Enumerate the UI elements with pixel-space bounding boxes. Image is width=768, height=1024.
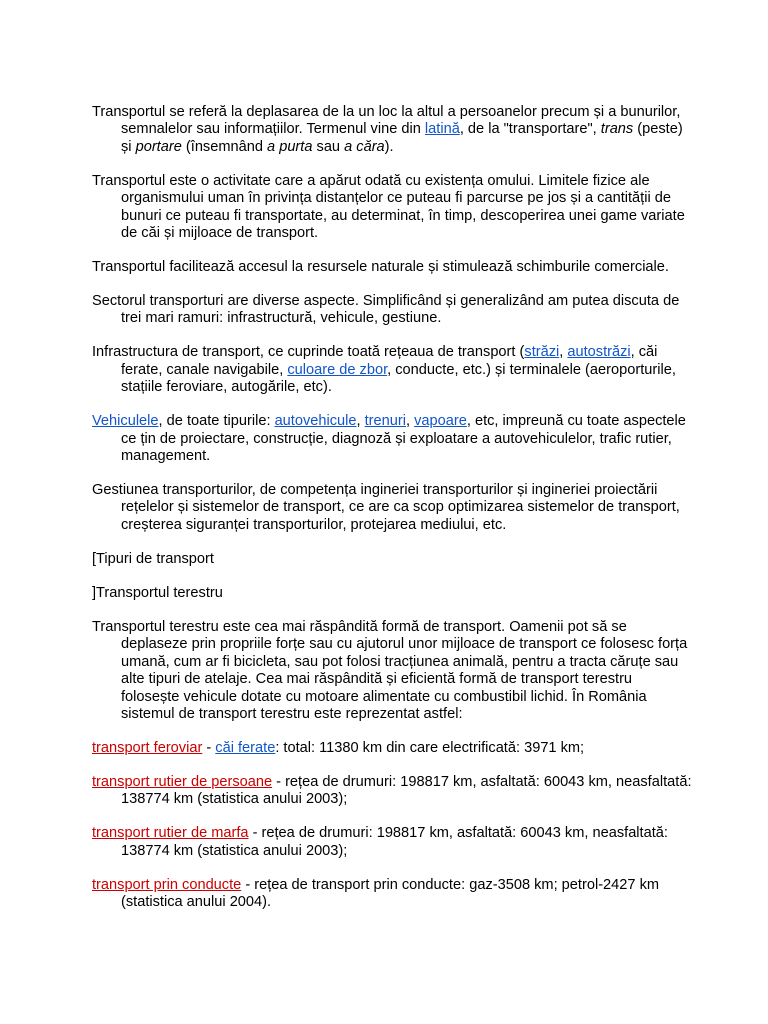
italic-term: portare xyxy=(135,138,182,155)
paragraph-management: Gestiunea transporturilor, de competența ingineriei transporturilor și ingineriei proiectării rețelelor și sistemelor de transport, ce are ca scop optimizarea sistemelor de transport, creșterea siguranței transporturilor, protejarea mediului, etc. xyxy=(92,482,680,533)
text: ). xyxy=(384,138,394,155)
link-vapoare[interactable]: vapoare xyxy=(414,413,467,430)
paragraph-sector: Sectorul transporturi are diverse aspecte. Simplificând și generalizând am putea discuta de trei mari ramuri: infrastructură, vehicule, gestiune. xyxy=(92,293,680,327)
heading-land-transport: ]Transportul terestru xyxy=(92,584,223,601)
paragraph-infrastructure xyxy=(92,344,692,396)
link-cai-ferate[interactable]: căi ferate xyxy=(215,739,276,756)
heading-transport-types: [Tipuri de transport xyxy=(92,550,214,567)
link-transport-prin-conducte[interactable]: transport prin conducte xyxy=(92,876,242,893)
text: Infrastructura de transport, ce cuprinde toată rețeaua de transport ( xyxy=(92,344,525,361)
paragraph-access: Transportul facilitează accesul la resursele naturale și stimulează schimburile comerciale. xyxy=(92,259,669,276)
text: (peste) și xyxy=(121,121,683,155)
list-item-pipelines xyxy=(92,877,692,912)
link-trenuri[interactable]: trenuri xyxy=(364,413,406,430)
italic-term: trans xyxy=(600,121,634,138)
text: - xyxy=(202,739,216,756)
paragraph-definition xyxy=(92,104,692,156)
text: - rețea de drumuri: 198817 km, asfaltată: 60043 km, neasfaltată: 138774 km (statistica anului 2003); xyxy=(121,825,668,859)
paragraph-land-transport: Transportul terestru este cea mai răspândită formă de transport. Oamenii pot să se deplaseze prin propriile forțe sau cu ajutorul unor mijloace de transport ce folosesc forța umană, cum ar fi bicicleta, sau pot folosi tracțiunea animală, pentru a tracta căruțe sau alte tipuri de atelaje. Cea mai răspândită și eficientă formă de transport terestru folosește vehicule dotate cu motoare alimentate cu combustibil lichid. În România sistemul de transport terestru este reprezentat astfel: xyxy=(92,618,688,722)
link-strazi[interactable]: străzi xyxy=(524,344,560,361)
text: (însemnând xyxy=(181,138,268,155)
link-vehiculele[interactable]: Vehiculele xyxy=(92,413,159,430)
link-autovehicule[interactable]: autovehicule xyxy=(274,413,357,430)
italic-term: a căra xyxy=(344,138,385,155)
document-page xyxy=(92,104,692,928)
text: , xyxy=(559,344,568,361)
link-latina[interactable]: latină xyxy=(424,121,460,138)
link-autostrazi[interactable]: autostrăzi xyxy=(567,344,631,361)
text: , xyxy=(356,413,365,430)
paragraph-vehicles xyxy=(92,413,692,465)
list-item-road-passengers xyxy=(92,774,692,809)
text: : total: 11380 km din care electrificată: 3971 km; xyxy=(275,739,585,756)
text: , etc, impreună cu toate aspectele ce țin de proiectare, construcție, diagnoză și exploatare a autovehiculelor, trafic rutier, management. xyxy=(121,413,686,465)
text: , de toate tipurile: xyxy=(158,413,275,430)
list-item-road-freight xyxy=(92,825,692,860)
link-transport-rutier-persoane[interactable]: transport rutier de persoane xyxy=(92,773,273,790)
link-transport-rutier-marfa[interactable]: transport rutier de marfa xyxy=(92,825,249,842)
text: , de la "transportare", xyxy=(459,121,601,138)
text: sau xyxy=(312,138,345,155)
link-transport-feroviar[interactable]: transport feroviar xyxy=(92,739,203,756)
text: , căi ferate, canale navigabile, xyxy=(121,344,658,378)
text: Transportul se referă la deplasarea de la un loc la altul a persoanelor precum și a bunurilor, semnalelor sau informațiilor. Termenul vine din xyxy=(92,104,681,138)
paragraph-history: Transportul este o activitate care a apărut odată cu existența omului. Limitele fizice ale organismului uman în privința distanțelor ce puteau fi parcurse pe jos și a cantității de bunuri ce puteau fi transportate, au determinat, în timp, descoperirea unei game variate de căi și mijloace de transport. xyxy=(92,172,685,242)
link-culoare-de-zbor[interactable]: culoare de zbor xyxy=(287,361,388,378)
text: , xyxy=(406,413,415,430)
list-item-rail xyxy=(92,740,692,757)
text: - rețea de transport prin conducte: gaz-3508 km; petrol-2427 km (statistica anului 2004). xyxy=(121,876,660,911)
text: - rețea de drumuri: 198817 km, asfaltată: 60043 km, neasfaltată: 138774 km (statistica anului 2003); xyxy=(121,773,692,808)
text: , conducte, etc.) și terminalele (aeroporturile, stațiile feroviare, autogările, etc). xyxy=(121,361,676,396)
italic-term: a purta xyxy=(267,138,313,155)
